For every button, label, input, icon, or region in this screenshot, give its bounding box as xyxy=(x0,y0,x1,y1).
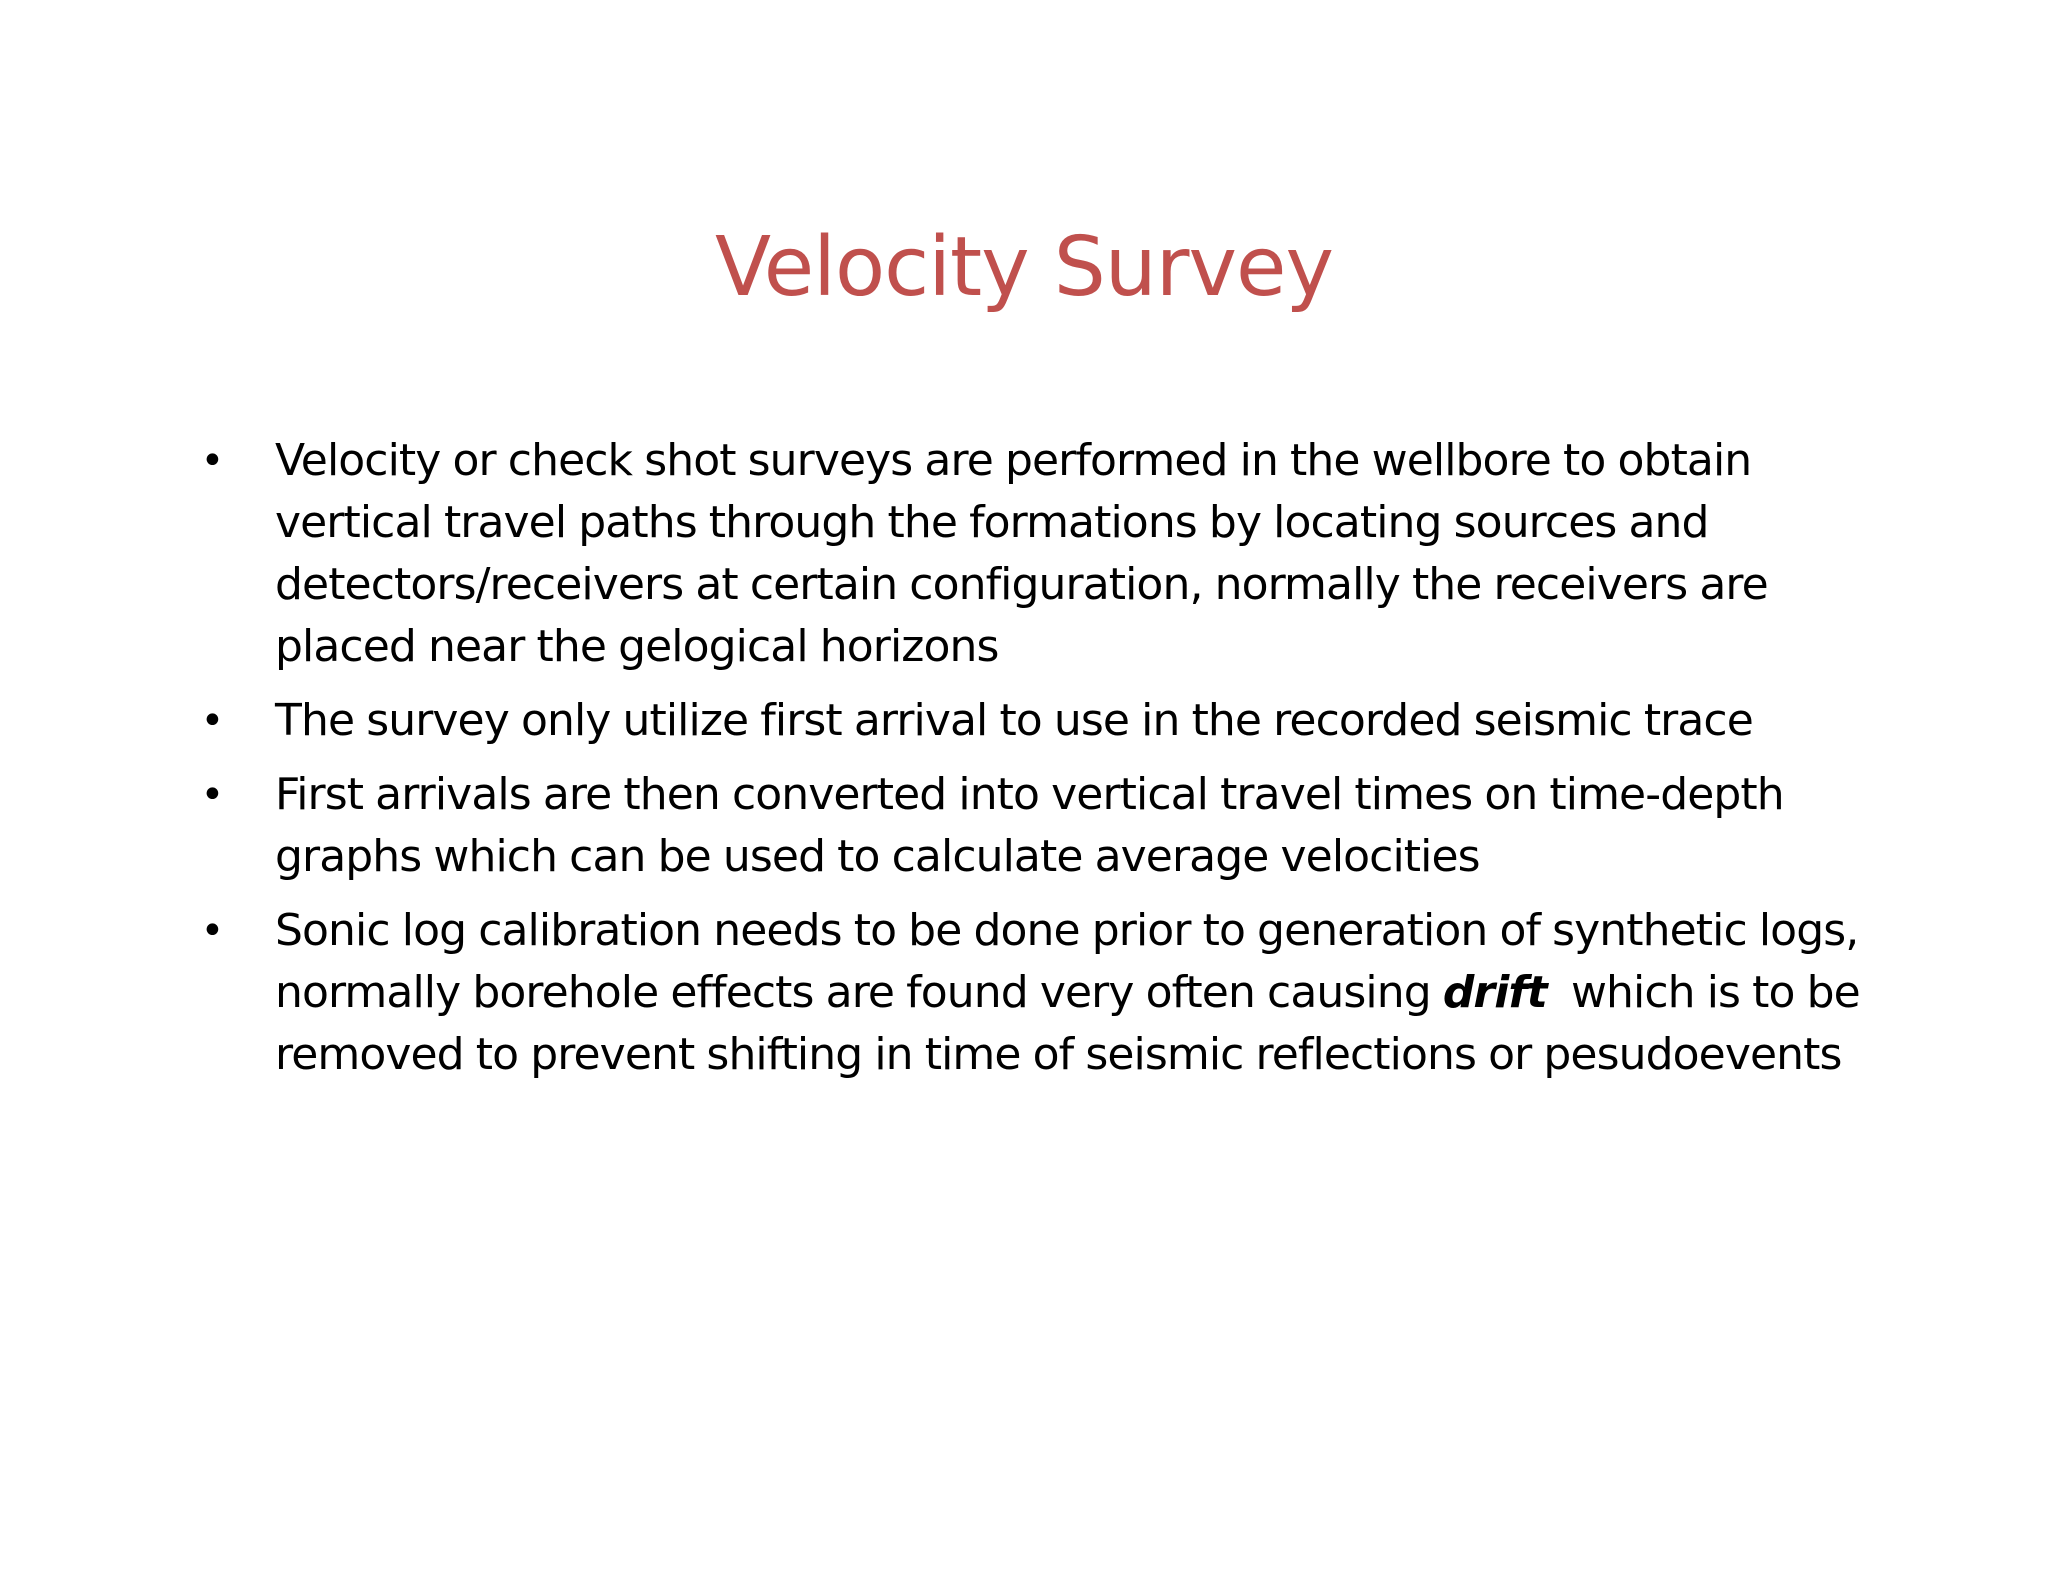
bullet-text: The survey only utilize first arrival to use in the recorded seismic trace xyxy=(275,695,1753,746)
bullet-emphasis: drift xyxy=(1442,967,1547,1018)
bullet-list xyxy=(200,430,1872,1098)
bullet-text: First arrivals are then converted into vertical travel times on time-depth graphs which can be used to calculate average velocities xyxy=(275,769,1784,882)
bullet-icon: • xyxy=(200,772,224,818)
slide-title: Velocity Survey xyxy=(715,220,1333,315)
bullet-text-before: Sonic log calibration needs to be done prior to generation of synthetic logs, normally borehole effects are found very often causing xyxy=(275,905,1859,1018)
bullet-text-after: which is to be removed to prevent shifting in time of seismic reflections or pesudoevents xyxy=(275,967,1872,1080)
bullet-item xyxy=(200,900,1872,1086)
bullet-item xyxy=(200,430,1860,678)
bullet-text: Velocity or check shot surveys are performed in the wellbore to obtain vertical travel paths through the formations by locating sources and detectors/receivers at certain configuration, normally the receivers are placed near the gelogical horizons xyxy=(275,435,1768,672)
bullet-item xyxy=(200,764,1860,888)
bullet-item xyxy=(200,690,1860,752)
bullet-icon: • xyxy=(200,438,224,484)
bullet-icon: • xyxy=(200,908,224,954)
bullet-icon: • xyxy=(200,698,224,744)
